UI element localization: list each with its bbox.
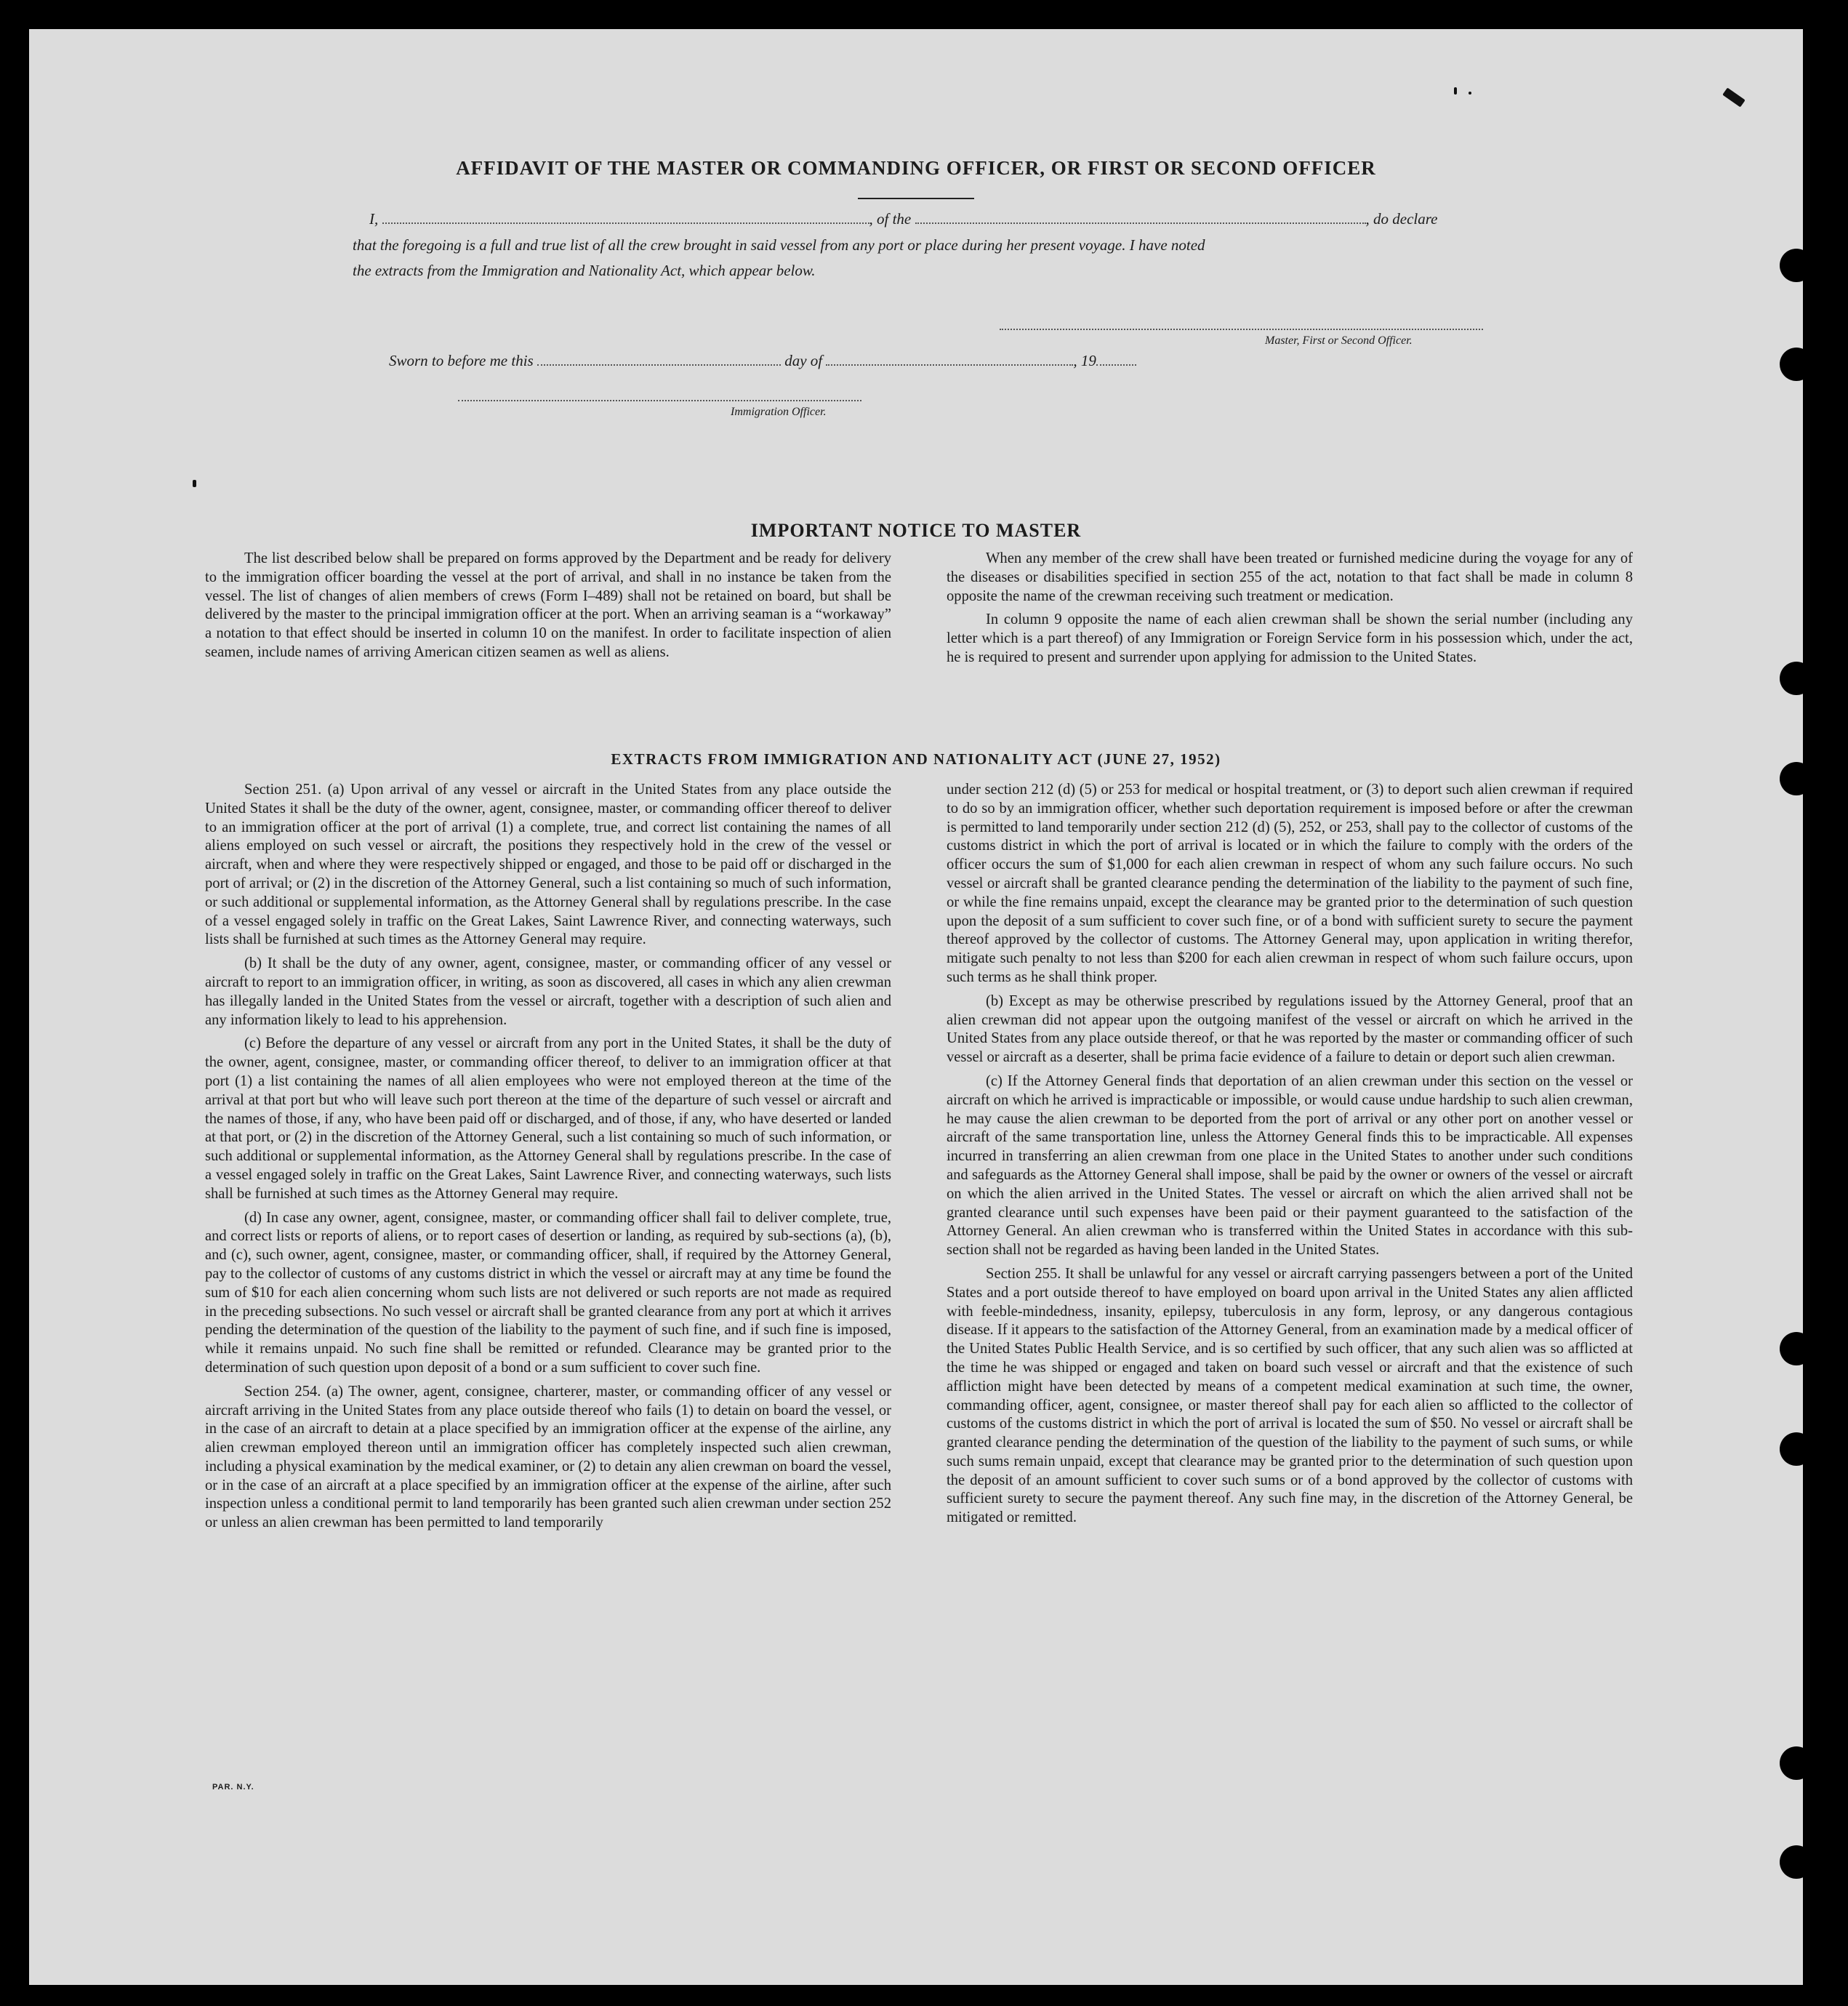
sworn-year-blank[interactable]: [1096, 351, 1136, 366]
punch-hole: [1780, 1432, 1803, 1466]
sworn-day-blank[interactable]: [537, 351, 781, 366]
notice-right-paragraph-1: When any member of the crew shall have been treated or furnished medicine during the voyage for any of the diseases or disabilities specified in section 255 of the act, notation to that fact shall be made in column 8 opposite the name of the crewman receiving such treatment or medication.: [947, 550, 1633, 604]
section-251-d: (d) In case any owner, agent, consignee, master, or commanding officer shall fail to deliver complete, true, and correct lists or reports of aliens, or to report cases of desertion or landing, as required by sub-sections (a), (b), and (c), such owner, agent, consignee, master, or commanding officer, shall, if required by the Attorney General, pay to the collector of customs of any customs district in which the vessel or aircraft may at any time be found the sum of $10 for each alien concerning whom such lists are not delivered or such reports are not made as required in the preceding subsections. No such vessel or aircraft shall be granted clearance from any port at which it arrives pending the determination of the question of the liability to the payment of such fine, and if such fine is imposed, while it remains unpaid. No such fine shall be remitted or refunded. Clearance may be granted prior to the determination of such question upon deposit of a bond or a sum sufficient to cover such fine.: [205, 1209, 891, 1376]
year-text: , 19: [1073, 352, 1096, 369]
master-signature-label: Master, First or Second Officer.: [1265, 334, 1413, 347]
affidavit-title: AFFIDAVIT OF THE MASTER OR COMMANDING OFFICER, OR FIRST OR SECOND OFFICER: [456, 157, 1376, 179]
master-signature-line[interactable]: [1000, 329, 1483, 330]
ink-mark: [193, 480, 196, 487]
section-251-b: (b) It shall be the duty of any owner, agent, consignee, master, or commanding officer of any vessel or aircraft to report to an immigration officer, in writing, as soon as discovered, all cases in which any alien crewman has illegally landed in the United States from the vessel or aircraft, together with a description of such alien and any information likely to lead to his apprehension.: [205, 955, 891, 1028]
notice-left-column: [205, 550, 891, 667]
extracts-right-column: [947, 781, 1633, 1533]
immigration-officer-label: Immigration Officer.: [731, 406, 827, 418]
printer-mark: PAR. N.Y.: [212, 1783, 254, 1792]
vessel-blank[interactable]: [915, 209, 1366, 224]
affidavit-i: I,: [369, 210, 379, 228]
immigration-officer-signature-line[interactable]: [458, 400, 861, 401]
section-251-c: (c) Before the departure of any vessel or aircraft from any port in the United States, it shall be the duty of the owner, agent, consignee, master, or commanding officer thereof, to deliver to an immigration officer at that port (1) a list containing the names of all alien employees who were not employed thereon at the time of the arrival at that port but who will leave such port thereon at the time of the departure of such vessel or aircraft and the names of those, if any, who have been paid off or discharged, and of those, if any, who have deserted or landed at that port, or (2) in the discretion of the Attorney General, such a list containing so much of such information, or such additional or supplemental information, as the Attorney General shall by regulations prescribe. In the case of a vessel engaged solely in traffic on the Great Lakes, Saint Lawrence River, and connecting waterways, such lists shall be furnished at such times as the Attorney General may require.: [205, 1035, 891, 1202]
affidavit-line-1: [369, 209, 1437, 228]
extracts-left-column: [205, 781, 891, 1538]
ink-mark: [1454, 87, 1457, 95]
section-255: Section 255. It shall be unlawful for any vessel or aircraft carrying passengers between a port of the United States and a port outside thereof to have employed on board upon arrival in the United States any alien afflicted with feeble-mindedness, insanity, epilepsy, tuberculosis in any form, leprosy, or any dangerous contagious disease. If it appears to the satisfaction of the Attorney General, from an examination made by a medical officer of the United States Public Health Service, and is so certified by such officer, that any such alien was so afflicted at the time he was shipped or engaged and taken on board such vessel or aircraft and that the existence of such affliction might have been detected by means of a competent medical examination at such time, the owner, commanding officer, agent, consignee, or master thereof shall pay for each alien so afflicted to the collector of customs of the customs district in which the port of arrival is located the sum of $50. No vessel or aircraft shall be granted clearance pending the determination of the question of the liability to the payment of such sums, or while such sums remain unpaid, except that clearance may be granted prior to the determination of such question upon the deposit of an amount sufficient to cover such sums or of a bond approved by the collector of customs with sufficient surety to secure the payment thereof. Any such fine may, in the discretion of the Attorney General, be mitigated or remitted.: [947, 1265, 1633, 1526]
punch-hole: [1780, 1845, 1803, 1879]
title-rule: [858, 198, 974, 199]
section-254-a: Section 254. (a) The owner, agent, consignee, charterer, master, or commanding officer of any vessel or aircraft arriving in the United States from any place outside thereof who fails (1) to detain on board the vessel, or in the case of an aircraft to detain at a place specified by an immigration officer at the expense of the airline, any alien crewman employed thereon until an immigration officer has completely inspected such alien crewman, including a physical examination by the medical examiner, or (2) to detain any alien crewman on board the vessel, or in the case of an aircraft at a place specified by an immigration officer at the expense of the airline, after such inspection unless a conditional permit to land temporarily has been granted such alien crewman under section 252 or unless an alien crewman has been permitted to land temporarily: [205, 1383, 891, 1531]
affidavit-declare: , do declare: [1365, 210, 1438, 228]
section-254-b: (b) Except as may be otherwise prescribed by regulations issued by the Attorney General, proof that an alien crewman did not appear upon the outgoing manifest of the vessel or aircraft on which he arrived in the United States from any place outside thereof, or that he was reported by the master or commanding officer of such vessel or aircraft as a deserter, shall be prima facie evidence of a failure to detain or deport such alien crewman.: [947, 992, 1633, 1066]
punch-hole: [1780, 249, 1803, 282]
name-blank[interactable]: [382, 209, 869, 224]
notice-left-paragraph: The list described below shall be prepared on forms approved by the Department and be ready for delivery to the immigration officer boarding the vessel at the port of arrival, and shall in no instance be taken from the vessel. The list of changes of alien members of crews (Form I–489) shall not be retained on board, but shall be delivered by the master to the principal immigration officer at the port. When an arriving seaman is a “workaway” a notation to that effect should be inserted in column 10 on the manifest. In order to facilitate inspection of alien seamen, include names of arriving American citizen seamen as well as aliens.: [205, 550, 891, 660]
document-page: [29, 29, 1803, 1985]
sworn-text: Sworn to before me this: [389, 352, 534, 369]
notice-right-paragraph-2: In column 9 opposite the name of each alien crewman shall be shown the serial number (including any letter which is a part thereof) of any Immigration or Foreign Service form in his possession which, under the act, he is required to present and surrender upon applying for admission to the United States.: [947, 611, 1633, 665]
punch-hole: [1780, 348, 1803, 381]
sworn-line: [389, 351, 1136, 370]
notice-right-column: [947, 550, 1633, 673]
section-251-a: Section 251. (a) Upon arrival of any vessel or aircraft in the United States from any place outside the United States it shall be the duty of the owner, agent, consignee, master, or commanding officer thereof to deliver to an immigration officer at the port of arrival (1) a complete, true, and correct list containing the names of all aliens employed on such vessel or aircraft, the positions they respectively hold in the crew of the vessel or aircraft, when and where they were respectively shipped or engaged, and those to be paid off or discharged in the port of arrival; or (2) in the discretion of the Attorney General, such a list containing so much of such information, or such additional or supplemental information, as the Attorney General shall by regulations prescribe. In the case of a vessel engaged solely in traffic on the Great Lakes, Saint Lawrence River, and connecting waterways, such lists shall be furnished at such times as the Attorney General may require.: [205, 782, 891, 948]
section-254-a-continued: under section 212 (d) (5) or 253 for medical or hospital treatment, or (3) to deport such alien crewman if required to do so by an immigration officer, whether such deportation requirement is imposed before or after the crewman is permitted to land temporarily under section 212 (d) (5), 252, or 253, shall pay to the collector of customs of the customs district in which the port of arrival is located or in which the failure to comply with the orders of the officer occurs the sum of $1,000 for each alien crewman in respect of whom any such failure occurs. No such vessel or aircraft shall be granted clearance pending the determination of the liability to the payment of such fine, or while the fine remains unpaid, except the clearance may be granted prior to the determination of such question upon the deposit of a sum sufficient to cover such fine, or of a bond with sufficient surety to secure the payment thereof approved by the collector of customs. The Attorney General may, upon application in writing therefor, mitigate such penalty to not less than $200 for each alien crewman in respect of whom such failure occurs, upon such terms as he shall think proper.: [947, 782, 1633, 985]
extracts-title: EXTRACTS FROM IMMIGRATION AND NATIONALITY ACT (JUNE 27, 1952): [611, 750, 1221, 768]
day-of-text: day of: [784, 352, 823, 369]
affidavit-line-3: the extracts from the Immigration and Nationality Act, which appear below.: [353, 262, 816, 279]
section-254-c: (c) If the Attorney General finds that deportation of an alien crewman under this section on the vessel or aircraft on which he arrived is impracticable or impossible, or would cause undue hardship to such alien crewman, he may cause the alien crewman to be deported from the port of arrival or any other port on another vessel or aircraft of the same transportation line, unless the Attorney General finds this to be impracticable. All expenses incurred in transferring an alien crewman from one place in the United States to another under such conditions and safeguards as the Attorney General shall impose, shall be paid by the owner or owners of the vessel or aircraft on which the alien arrived in the United States. The vessel or aircraft on which the alien arrived shall not be granted clearance until such expenses have been paid or their payment guaranteed to the satisfaction of the Attorney General. An alien crewman who is transferred within the United States in accordance with this sub-section shall not be regarded as having been landed in the United States.: [947, 1072, 1633, 1259]
punch-hole: [1780, 662, 1803, 695]
ink-mark: [1722, 87, 1745, 107]
punch-hole: [1780, 1332, 1803, 1365]
ink-mark: [1469, 92, 1471, 95]
sworn-month-blank[interactable]: [826, 351, 1073, 366]
affidavit-line-2: that the foregoing is a full and true list of all the crew brought in said vessel from any port or place during her present voyage. I have noted: [353, 236, 1205, 254]
punch-hole: [1780, 1746, 1803, 1780]
affidavit-of-the: , of the: [869, 210, 912, 228]
notice-title: IMPORTANT NOTICE TO MASTER: [750, 520, 1082, 541]
